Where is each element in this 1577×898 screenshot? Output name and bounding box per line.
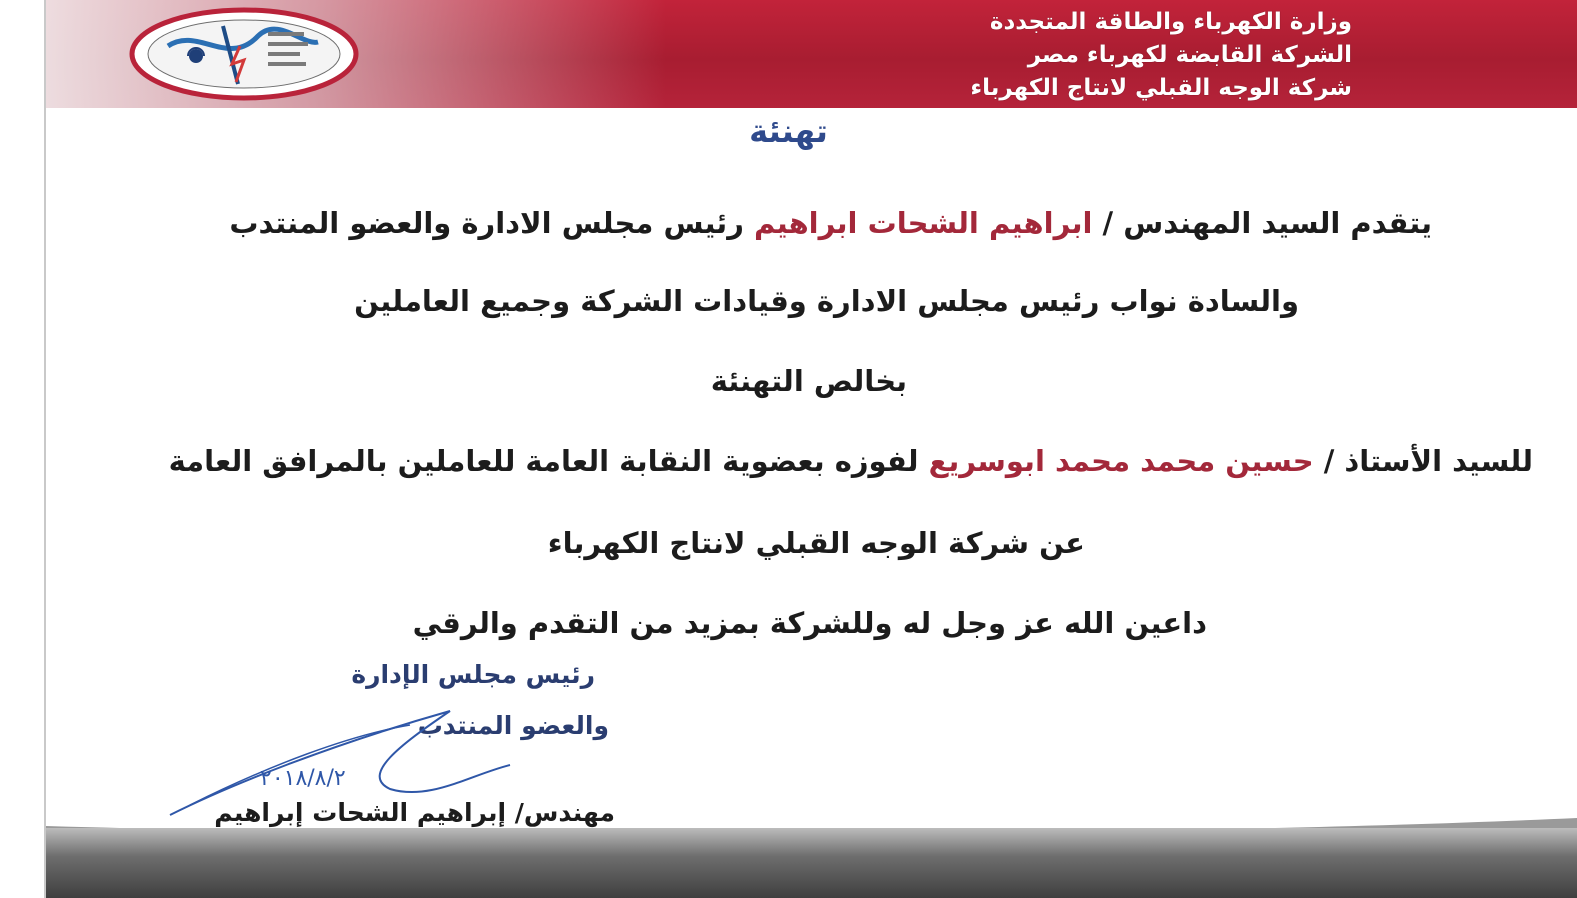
holding-company-name: الشركة القابضة لكهرباء مصر — [1027, 42, 1352, 68]
signatory-name: مهندس/ إبراهيم الشحات إبراهيم — [214, 798, 615, 827]
company-name: شركة الوجه القبلي لانتاج الكهرباء — [970, 75, 1352, 101]
letterhead — [882, 6, 1352, 105]
body-line-1 — [229, 206, 1432, 240]
document-title: تهنئة — [749, 112, 828, 150]
signature-title-1: رئيس مجلس الإدارة — [351, 660, 595, 689]
body-line-3: بخالص التهنئة — [710, 364, 907, 398]
ministry-name: وزارة الكهرباء والطاقة المتجددة — [989, 9, 1352, 35]
body-line-5: عن شركة الوجه القبلي لانتاج الكهرباء — [547, 526, 1085, 560]
signature-title-2: والعضو المنتدب — [417, 711, 609, 740]
line4-prefix: للسيد الأستاذ / — [1313, 444, 1533, 478]
body-line-6: داعين الله عز وجل له وللشركة بمزيد من التقدم والرقي — [412, 606, 1207, 640]
company-logo-icon — [128, 6, 360, 102]
line1-suffix: رئيس مجلس الادارة والعضو المنتدب — [229, 206, 754, 240]
body-line-2: والسادة نواب رئيس مجلس الادارة وقيادات الشركة وجميع العاملين — [354, 284, 1299, 318]
line1-prefix: يتقدم السيد المهندس / — [1092, 206, 1432, 240]
line4-suffix: لفوزه بعضوية النقابة العامة للعاملين بالمرافق العامة — [168, 444, 929, 478]
signature-icon — [150, 705, 620, 825]
footer-band — [46, 828, 1577, 898]
body-line-4 — [169, 444, 1533, 478]
chairman-name: ابراهيم الشحات ابراهيم — [753, 206, 1093, 240]
honoree-name: حسين محمد محمد ابوسريع — [928, 444, 1314, 478]
handwritten-date: ٢٠١٨/٨/٢ — [260, 766, 346, 791]
